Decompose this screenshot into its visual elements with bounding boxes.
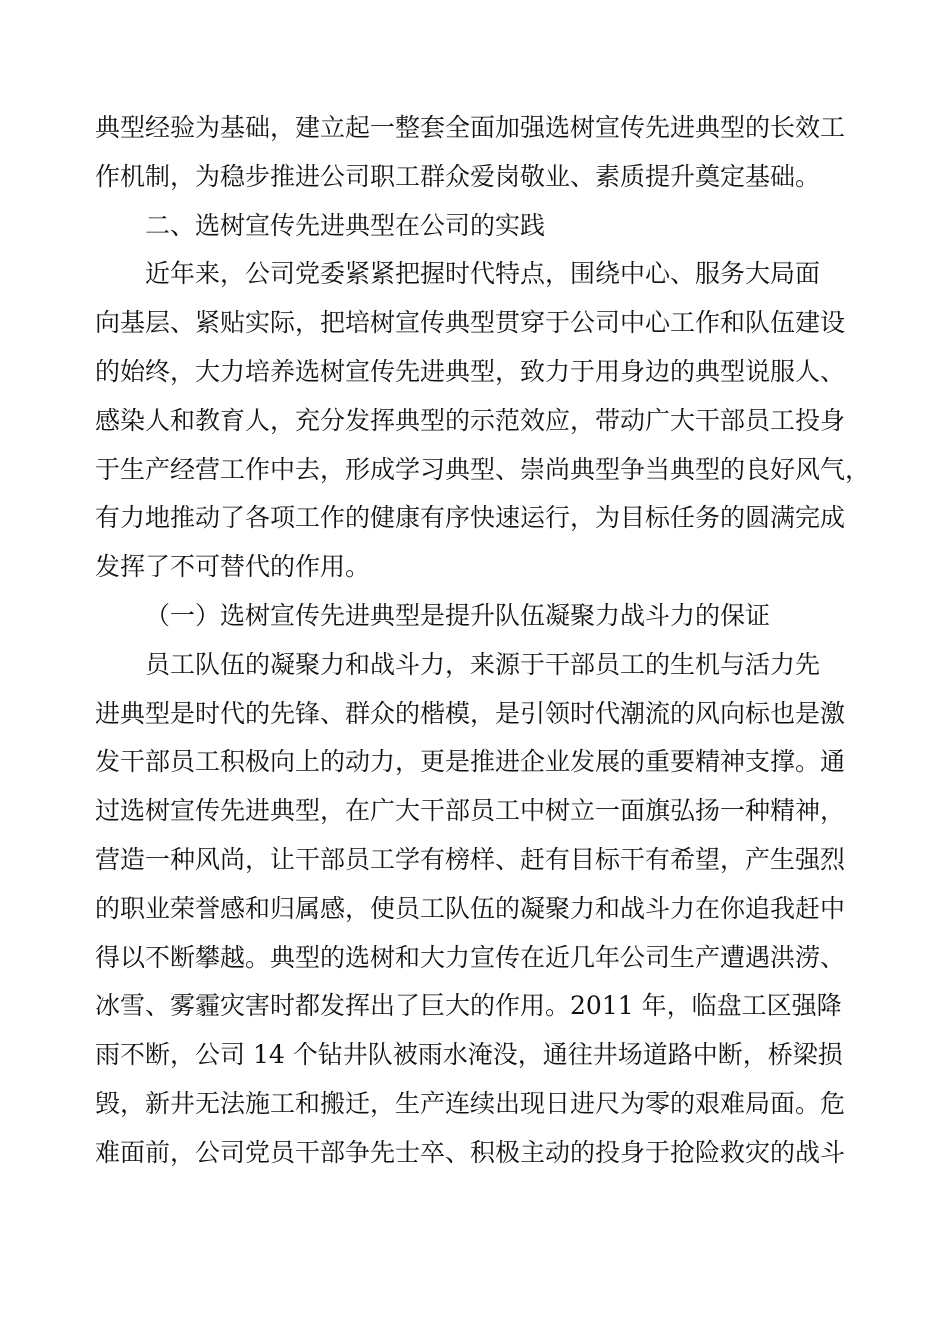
text-line: 发干部员工积极向上的动力，更是推进企业发展的重要精神支撑。通	[95, 747, 846, 777]
text-line: 员工队伍的凝聚力和战斗力，来源于干部员工的生机与活力先	[145, 649, 821, 679]
text-line: 发挥了不可替代的作用。	[95, 552, 371, 582]
text-line: 二、选树宣传先进典型在公司的实践	[145, 210, 546, 240]
text-line: 冰雪、雾霾灾害时都发挥出了巨大的作用。2011 年，临盘工区强降	[95, 991, 842, 1021]
text-line: 进典型是时代的先锋、群众的楷模，是引领时代潮流的风向标也是激	[95, 698, 846, 728]
text-line: 毁，新井无法施工和搬迁，生产连续出现日进尺为零的艰难局面。危	[95, 1088, 846, 1118]
text-line: 作机制，为稳步推进公司职工群众爱岗敬业、素质提升奠定基础。	[95, 161, 821, 191]
text-line: 过选树宣传先进典型，在广大干部员工中树立一面旗弘扬一种精神，	[95, 796, 846, 826]
document-body	[95, 104, 885, 1178]
text-line: 典型经验为基础，建立起一整套全面加强选树宣传先进典型的长效工	[95, 113, 846, 142]
text-line: 近年来，公司党委紧紧把握时代特点，围绕中心、服务大局面	[145, 259, 821, 289]
text-line: 的职业荣誉感和归属感，使员工队伍的凝聚力和战斗力在你追我赶中	[95, 893, 846, 923]
text-line: 雨不断，公司 14 个钻井队被雨水淹没，通往井场道路中断，桥梁损	[95, 1040, 843, 1070]
text-line: 营造一种风尚，让干部员工学有榜样、赶有目标干有希望，产生强烈	[95, 844, 846, 874]
text-line: 得以不断攀越。典型的选树和大力宣传在近几年公司生产遭遇洪涝、	[95, 942, 846, 972]
text-line: 有力地推动了各项工作的健康有序快速运行，为目标任务的圆满完成	[95, 503, 846, 533]
text-line: （一）选树宣传先进典型是提升队伍凝聚力战斗力的保证	[145, 600, 771, 630]
text-line: 难面前，公司党员干部争先士卒、积极主动的投身于抢险救灾的战斗	[95, 1137, 846, 1167]
text-line: 于生产经营工作中去，形成学习典型、崇尚典型争当典型的良好风气，	[95, 454, 871, 484]
text-line: 向基层、紧贴实际，把培树宣传典型贯穿于公司中心工作和队伍建设	[95, 308, 846, 338]
text-line: 的始终，大力培养选树宣传先进典型，致力于用身边的典型说服人、	[95, 356, 846, 386]
text-line: 感染人和教育人，充分发挥典型的示范效应，带动广大干部员工投身	[95, 405, 846, 435]
